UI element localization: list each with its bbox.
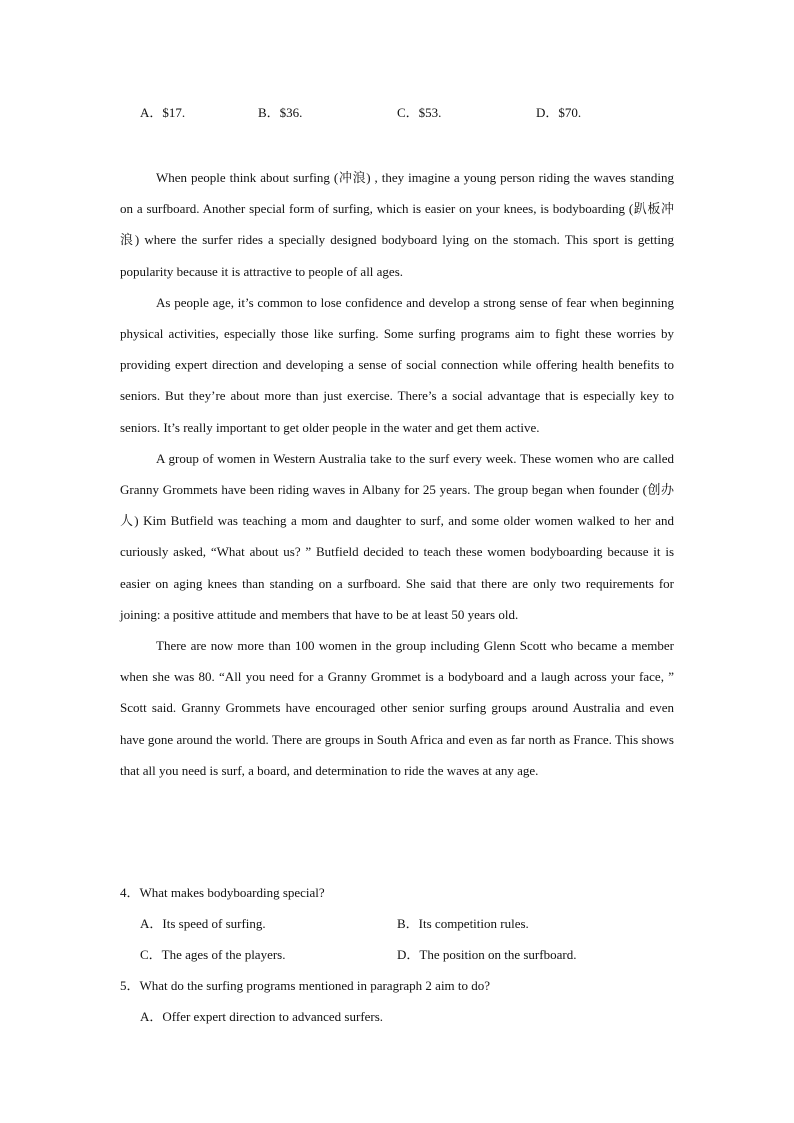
paragraph-2: As people age, it’s common to lose confidence and develop a strong sense of fear when beginning physical activities, especially those like surfing. Some surfing programs aim to fight these worries by providing expert direction and developing a sense of social connection while offering health benefits to seniors. But they’re about more than just exercise. There’s a social advantage that is especially key to seniors. It’s really important to get older people in the water and get them active. (120, 294, 674, 435)
paragraph-3: A group of women in Western Australia take to the surf every week. These women who are called Granny Grommets have been riding waves in Albany for 25 years. The group began when founder (创办人) Kim Butfield was teaching a mom and daughter to surf, and some older women walked to her and curiously asked, “What about us? ” Butfield decided to teach these women bodyboarding because it is easier on aging knees than standing on a surfboard. She said that there are only two requirements for joining: a positive attitude and members that have to be at least 50 years old. (120, 450, 674, 622)
paragraph-1: When people think about surfing (冲浪) , they imagine a young person riding the waves standing on a surfboard. Another special form of surfing, which is easier on your knees, is bodyboarding (趴板冲浪) where the surfer rides a specially designed bodyboard lying on the stomach. This sport is getting popularity because it is attractive to people of all ages. (120, 170, 674, 279)
question-5-option-a: A．Offer expert direction to advanced surfers. (140, 1009, 384, 1024)
reading-passage (120, 162, 674, 786)
option-c: C．$53. (397, 105, 442, 120)
paragraph-4: There are now more than 100 women in the group including Glenn Scott who became a member when she was 80. “All you need for a Granny Grommet is a bodyboard and a laugh across your face, ” Scott said. Granny Grommets have encouraged other senior surfing groups around Australia and even have gone around the world. There are groups in South Africa and even as far north as France. This shows that all you need is surf, a board, and determination to ride the waves at any age. (120, 638, 674, 778)
previous-question-options (0, 102, 794, 124)
question-4-stem: 4．What makes bodyboarding special? (120, 885, 325, 900)
question-4-option-c: C．The ages of the players. (140, 947, 286, 962)
question-4-option-b: B．Its competition rules. (397, 916, 529, 931)
option-b: B．$36. (258, 105, 303, 120)
question-4-option-a: A．Its speed of surfing. (140, 916, 266, 931)
question-5-stem: 5．What do the surfing programs mentioned in paragraph 2 aim to do? (120, 978, 491, 993)
question-4-option-d: D．The position on the surfboard. (397, 947, 577, 962)
option-a: A．$17. (140, 105, 186, 120)
option-d: D．$70. (536, 105, 582, 120)
